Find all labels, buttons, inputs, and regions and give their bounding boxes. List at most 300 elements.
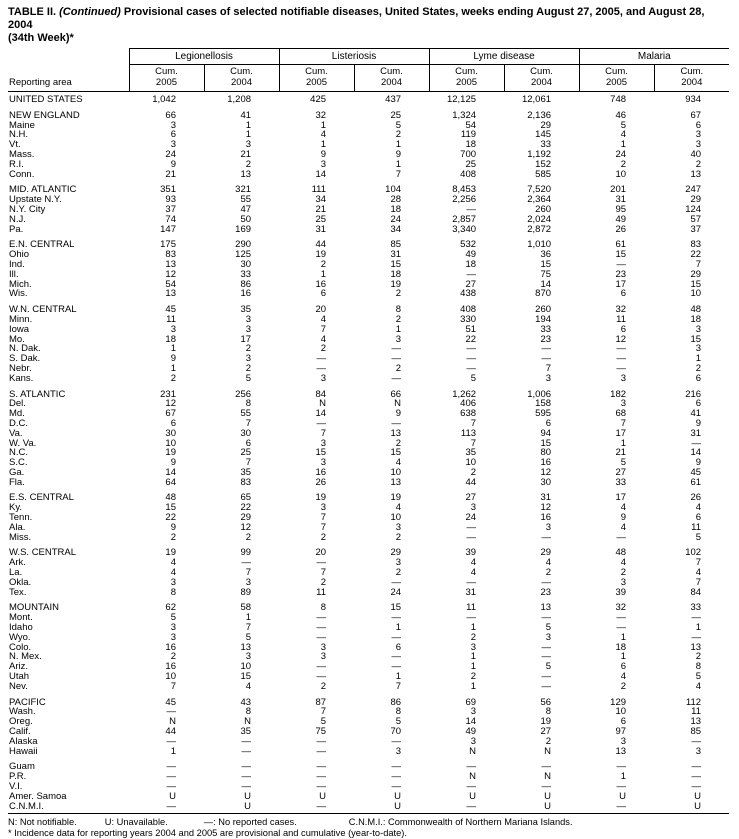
value-cell: 32 bbox=[615, 304, 627, 316]
notifiable-diseases-table bbox=[8, 48, 729, 814]
value-cell: 37 bbox=[165, 203, 176, 215]
value-cell: N bbox=[319, 398, 327, 410]
value-cell: 19 bbox=[165, 547, 176, 559]
value-cell: 3 bbox=[395, 521, 402, 533]
reporting-area-cell: S.C. bbox=[9, 458, 28, 468]
value-cell: — bbox=[316, 735, 327, 747]
reporting-area-cell: Ind. bbox=[9, 259, 25, 270]
reporting-area-cell: Calif. bbox=[9, 727, 31, 737]
reporting-area-cell: Guam bbox=[9, 762, 35, 773]
value-cell: 18 bbox=[465, 258, 477, 270]
value-cell: — bbox=[691, 771, 702, 783]
value-cell: — bbox=[466, 576, 477, 588]
value-cell: — bbox=[391, 631, 402, 643]
value-cell: U bbox=[244, 800, 252, 812]
reporting-area-cell: Ohio bbox=[9, 250, 30, 260]
value-cell: 19 bbox=[315, 249, 327, 261]
value-cell: 32 bbox=[615, 602, 627, 614]
value-cell: 16 bbox=[540, 457, 552, 469]
value-cell: 1 bbox=[620, 139, 627, 151]
value-cell: 14 bbox=[465, 716, 477, 728]
value-cell: — bbox=[316, 353, 327, 365]
value-cell: 169 bbox=[235, 223, 252, 235]
reporting-area-cell: Ga. bbox=[9, 467, 25, 478]
value-cell: 17 bbox=[615, 492, 627, 504]
value-cell: — bbox=[466, 761, 477, 773]
cum-year-header: Cum. 2004 bbox=[354, 65, 429, 92]
value-cell: 67 bbox=[690, 109, 702, 121]
value-cell: 1 bbox=[620, 631, 627, 643]
value-cell: 2 bbox=[170, 372, 176, 384]
value-cell: 89 bbox=[240, 586, 252, 598]
value-cell: 12 bbox=[540, 502, 552, 514]
value-cell: 56 bbox=[540, 696, 552, 708]
value-cell: — bbox=[541, 576, 552, 588]
value-cell: 260 bbox=[535, 304, 552, 316]
value-cell: 8 bbox=[695, 661, 702, 673]
value-cell: 2 bbox=[320, 576, 327, 588]
value-cell: 2 bbox=[545, 567, 552, 579]
value-cell: 6 bbox=[545, 417, 552, 429]
cum-year-header: Cum. 2005 bbox=[129, 65, 204, 92]
value-cell: 4 bbox=[620, 557, 627, 569]
value-cell: 1 bbox=[170, 745, 176, 757]
value-cell: 85 bbox=[390, 239, 402, 251]
value-cell: 7 bbox=[245, 622, 252, 634]
value-cell: 61 bbox=[690, 476, 702, 488]
value-cell: — bbox=[541, 761, 552, 773]
value-cell: 3 bbox=[620, 398, 627, 410]
reporting-area-cell: Wash. bbox=[9, 707, 36, 718]
reporting-area-cell: Iowa bbox=[9, 324, 30, 335]
value-cell: 31 bbox=[690, 427, 702, 439]
value-cell: 1 bbox=[470, 622, 477, 634]
value-cell: 11 bbox=[616, 313, 627, 325]
value-cell: 29 bbox=[690, 194, 702, 206]
value-cell: 23 bbox=[540, 333, 552, 345]
value-cell: U bbox=[394, 790, 402, 802]
value-cell: 7 bbox=[395, 680, 402, 692]
reporting-area-cell: W. Va. bbox=[9, 438, 37, 449]
value-cell: 7 bbox=[245, 457, 252, 469]
value-cell: 93 bbox=[165, 194, 176, 206]
legend-no-reported-cases: —: No reported cases. bbox=[203, 817, 297, 828]
value-cell: — bbox=[616, 353, 627, 365]
value-cell: U bbox=[619, 790, 627, 802]
footnotes bbox=[8, 817, 729, 839]
value-cell: 6 bbox=[170, 129, 176, 141]
value-cell: — bbox=[391, 417, 402, 429]
value-cell: 10 bbox=[165, 437, 176, 449]
value-cell: — bbox=[241, 745, 252, 757]
value-cell: 2 bbox=[320, 258, 327, 270]
value-cell: 6 bbox=[695, 512, 702, 524]
value-cell: 2 bbox=[245, 158, 252, 170]
value-cell: 14 bbox=[690, 447, 702, 459]
value-cell: 58 bbox=[240, 602, 252, 614]
reporting-area-cell: Upstate N.Y. bbox=[9, 195, 62, 205]
value-cell: 9 bbox=[695, 417, 702, 429]
value-cell: 2,364 bbox=[527, 194, 552, 206]
reporting-area-cell: P.R. bbox=[9, 772, 27, 782]
value-cell: 256 bbox=[235, 388, 252, 400]
value-cell: 3 bbox=[170, 323, 176, 335]
value-cell: 330 bbox=[460, 313, 477, 325]
value-cell: — bbox=[241, 781, 252, 792]
value-cell: 1 bbox=[470, 661, 477, 673]
value-cell: 2 bbox=[395, 531, 402, 543]
value-cell: 4 bbox=[545, 557, 552, 569]
value-cell: N bbox=[469, 771, 477, 783]
value-cell: 50 bbox=[240, 213, 252, 225]
value-cell: 11 bbox=[466, 602, 477, 614]
value-cell: 7 bbox=[245, 567, 252, 579]
value-cell: 8 bbox=[395, 304, 402, 316]
value-cell: 2 bbox=[395, 362, 402, 374]
value-cell: 7 bbox=[170, 680, 176, 692]
value-cell: 19 bbox=[315, 492, 327, 504]
value-cell: 3 bbox=[695, 139, 702, 151]
value-cell: 4 bbox=[695, 502, 702, 514]
value-cell: — bbox=[316, 362, 327, 374]
value-cell: 4 bbox=[170, 557, 176, 569]
value-cell: — bbox=[466, 781, 477, 792]
cum-year-header: Cum. 2005 bbox=[429, 65, 504, 92]
value-cell: 21 bbox=[615, 447, 627, 459]
value-cell: 1 bbox=[620, 771, 627, 783]
value-cell: 6 bbox=[395, 641, 402, 653]
value-cell: 26 bbox=[690, 492, 702, 504]
value-cell: — bbox=[466, 531, 477, 543]
value-cell: — bbox=[391, 771, 402, 783]
value-cell: 1 bbox=[170, 362, 176, 374]
cum-year-header: Cum. 2004 bbox=[504, 65, 579, 92]
value-cell: 2 bbox=[395, 129, 402, 141]
value-cell: 2 bbox=[320, 531, 327, 543]
value-cell: 3 bbox=[695, 129, 702, 141]
value-cell: — bbox=[616, 781, 627, 792]
value-cell: 29 bbox=[540, 547, 552, 559]
value-cell: 5 bbox=[245, 372, 252, 384]
value-cell: 34 bbox=[315, 194, 327, 206]
reporting-area-cell: Nebr. bbox=[9, 363, 32, 374]
value-cell: 16 bbox=[165, 641, 176, 653]
value-cell: 12,125 bbox=[446, 94, 477, 105]
value-cell: 7 bbox=[470, 417, 477, 429]
value-cell: 12 bbox=[615, 333, 627, 345]
reporting-area-cell: Conn. bbox=[9, 169, 35, 180]
value-cell: 145 bbox=[535, 129, 552, 141]
value-cell: 3 bbox=[395, 333, 402, 345]
value-cell: — bbox=[166, 800, 176, 812]
value-cell: 3 bbox=[545, 372, 552, 384]
value-cell: — bbox=[466, 612, 477, 624]
value-cell: 1,010 bbox=[527, 239, 552, 251]
value-cell: 12,061 bbox=[521, 94, 552, 105]
value-cell: 14 bbox=[540, 278, 552, 290]
value-cell: 84 bbox=[315, 388, 327, 400]
value-cell: 19 bbox=[390, 492, 402, 504]
value-cell: 3 bbox=[470, 706, 477, 718]
value-cell: 2 bbox=[545, 735, 552, 747]
value-cell: — bbox=[541, 651, 552, 663]
value-cell: 1,192 bbox=[527, 148, 552, 160]
cum-year-header: Cum. 2005 bbox=[279, 65, 354, 92]
value-cell: 26 bbox=[615, 223, 627, 235]
value-cell: 17 bbox=[615, 427, 627, 439]
value-cell: 10 bbox=[465, 457, 477, 469]
value-cell: 21 bbox=[240, 148, 252, 160]
reporting-area-cell: Tenn. bbox=[9, 513, 33, 523]
value-cell: 33 bbox=[540, 323, 552, 335]
value-cell: — bbox=[316, 661, 327, 673]
value-cell: 54 bbox=[465, 119, 477, 131]
value-cell: 3 bbox=[395, 745, 402, 757]
value-cell: 3 bbox=[245, 313, 252, 325]
value-cell: 27 bbox=[465, 492, 477, 504]
value-cell: 3 bbox=[320, 457, 327, 469]
value-cell: U bbox=[694, 800, 702, 812]
value-cell: — bbox=[166, 706, 176, 718]
value-cell: 22 bbox=[165, 512, 176, 524]
value-cell: 29 bbox=[240, 512, 252, 524]
value-cell: 40 bbox=[690, 148, 702, 160]
value-cell: — bbox=[466, 203, 477, 215]
reporting-area-cell: Nev. bbox=[9, 681, 28, 692]
value-cell: 70 bbox=[390, 726, 402, 738]
value-cell: — bbox=[466, 343, 477, 355]
value-cell: 25 bbox=[390, 109, 402, 121]
table-row bbox=[8, 374, 729, 384]
value-cell: 2 bbox=[470, 671, 477, 683]
value-cell: N bbox=[244, 716, 252, 728]
value-cell: 24 bbox=[390, 213, 402, 225]
value-cell: 1 bbox=[320, 119, 327, 131]
value-cell: 125 bbox=[235, 249, 252, 261]
value-cell: — bbox=[166, 781, 176, 792]
reporting-area-cell: D.C. bbox=[9, 418, 28, 429]
value-cell: — bbox=[241, 735, 252, 747]
reporting-area-cell: Utah bbox=[9, 672, 30, 682]
value-cell: 3 bbox=[395, 557, 402, 569]
value-cell: 4 bbox=[620, 502, 627, 514]
value-cell: 75 bbox=[315, 726, 327, 738]
table-row bbox=[8, 478, 729, 488]
value-cell: 13 bbox=[165, 258, 176, 270]
value-cell: 41 bbox=[690, 408, 702, 420]
value-cell: 15 bbox=[390, 258, 402, 270]
value-cell: 11 bbox=[691, 521, 702, 533]
value-cell: 2 bbox=[245, 531, 252, 543]
value-cell: 3 bbox=[320, 437, 327, 449]
value-cell: 33 bbox=[540, 139, 552, 151]
value-cell: 15 bbox=[690, 333, 702, 345]
value-cell: 247 bbox=[685, 184, 702, 196]
value-cell: 9 bbox=[170, 457, 176, 469]
reporting-area-header: Reporting area bbox=[8, 49, 129, 92]
value-cell: 48 bbox=[690, 304, 702, 316]
value-cell: — bbox=[316, 557, 327, 569]
value-cell: 2 bbox=[245, 343, 252, 355]
value-cell: 10 bbox=[690, 288, 702, 300]
reporting-area-cell: N.J. bbox=[9, 214, 26, 225]
value-cell: — bbox=[541, 680, 552, 692]
value-cell: 16 bbox=[540, 512, 552, 524]
value-cell: 19 bbox=[165, 447, 176, 459]
value-cell: 4 bbox=[470, 557, 477, 569]
value-cell: 119 bbox=[460, 129, 477, 141]
value-cell: 7 bbox=[320, 427, 327, 439]
value-cell: 26 bbox=[315, 476, 327, 488]
value-cell: 5 bbox=[545, 661, 552, 673]
value-cell: 34 bbox=[390, 223, 402, 235]
value-cell: — bbox=[391, 661, 402, 673]
value-cell: — bbox=[466, 362, 477, 374]
value-cell: 158 bbox=[535, 398, 552, 410]
value-cell: 201 bbox=[610, 184, 627, 196]
value-cell: — bbox=[616, 800, 627, 812]
value-cell: 1,042 bbox=[152, 94, 176, 105]
value-cell: 7 bbox=[245, 417, 252, 429]
value-cell: 3 bbox=[545, 521, 552, 533]
value-cell: 438 bbox=[460, 288, 477, 300]
value-cell: — bbox=[616, 622, 627, 634]
value-cell: 68 bbox=[615, 408, 627, 420]
value-cell: 86 bbox=[240, 278, 252, 290]
value-cell: 27 bbox=[465, 278, 477, 290]
value-cell: 6 bbox=[620, 716, 627, 728]
value-cell: 748 bbox=[610, 94, 627, 105]
value-cell: 46 bbox=[615, 109, 627, 121]
value-cell: 15 bbox=[540, 437, 552, 449]
value-cell: 3 bbox=[695, 745, 702, 757]
value-cell: 182 bbox=[610, 388, 627, 400]
reporting-area-cell: Colo. bbox=[9, 642, 32, 653]
reporting-area-cell: NEW ENGLAND bbox=[9, 110, 80, 121]
reporting-area-cell: MOUNTAIN bbox=[9, 603, 59, 614]
reporting-area-cell: N.Y. City bbox=[9, 204, 46, 215]
reporting-area-cell: E.S. CENTRAL bbox=[9, 493, 74, 504]
value-cell: — bbox=[466, 800, 477, 812]
value-cell: 30 bbox=[165, 427, 176, 439]
value-cell: 5 bbox=[695, 671, 702, 683]
legend-not-notifiable: N: Not notifiable. bbox=[8, 817, 77, 828]
value-cell: 13 bbox=[240, 168, 252, 180]
reporting-area-cell: Mo. bbox=[9, 334, 25, 345]
reporting-area-cell: Okla. bbox=[9, 577, 32, 588]
value-cell: 7 bbox=[695, 576, 702, 588]
value-cell: 5 bbox=[395, 716, 402, 728]
reporting-area-cell: Va. bbox=[9, 428, 23, 439]
value-cell: 4 bbox=[470, 567, 477, 579]
value-cell: 33 bbox=[615, 476, 627, 488]
value-cell: 7 bbox=[470, 437, 477, 449]
value-cell: 1 bbox=[395, 622, 402, 634]
table-row bbox=[8, 588, 729, 598]
value-cell: 3 bbox=[245, 139, 252, 151]
value-cell: 44 bbox=[465, 476, 477, 488]
value-cell: — bbox=[391, 343, 402, 355]
value-cell: 9 bbox=[170, 353, 176, 365]
value-cell: 43 bbox=[240, 696, 252, 708]
disease-group-header: Legionellosis bbox=[129, 49, 279, 65]
value-cell: 112 bbox=[685, 696, 702, 708]
value-cell: 5 bbox=[320, 716, 327, 728]
value-cell: — bbox=[316, 781, 327, 792]
value-cell: 12 bbox=[165, 268, 176, 280]
value-cell: 9 bbox=[395, 148, 402, 160]
value-cell: 3 bbox=[170, 631, 176, 643]
table-body bbox=[8, 92, 729, 814]
value-cell: 104 bbox=[385, 184, 402, 196]
value-cell: 2 bbox=[320, 680, 327, 692]
value-cell: 49 bbox=[465, 249, 477, 261]
value-cell: 1 bbox=[470, 680, 477, 692]
value-cell: — bbox=[166, 761, 176, 773]
value-cell: — bbox=[541, 343, 552, 355]
value-cell: 94 bbox=[540, 427, 552, 439]
value-cell: — bbox=[391, 781, 402, 792]
value-cell: 2 bbox=[170, 531, 176, 543]
value-cell: 5 bbox=[245, 631, 252, 643]
value-cell: 8 bbox=[245, 398, 252, 410]
value-cell: — bbox=[541, 781, 552, 792]
value-cell: 1,324 bbox=[452, 109, 477, 121]
value-cell: 2 bbox=[620, 567, 627, 579]
value-cell: U bbox=[319, 790, 327, 802]
value-cell: 9 bbox=[620, 512, 627, 524]
value-cell: 25 bbox=[465, 158, 477, 170]
value-cell: 13 bbox=[165, 288, 176, 300]
reporting-area-cell: R.I. bbox=[9, 159, 24, 170]
value-cell: 700 bbox=[460, 148, 477, 160]
reporting-area-cell: Miss. bbox=[9, 532, 32, 543]
value-cell: 152 bbox=[535, 158, 552, 170]
value-cell: 28 bbox=[390, 194, 402, 206]
value-cell: 2 bbox=[695, 651, 702, 663]
value-cell: 7 bbox=[395, 168, 402, 180]
value-cell: 15 bbox=[615, 249, 627, 261]
value-cell: 2 bbox=[470, 631, 477, 643]
value-cell: 14 bbox=[165, 466, 176, 478]
reporting-area-cell: Tex. bbox=[9, 587, 27, 598]
value-cell: — bbox=[691, 437, 702, 449]
value-cell: 22 bbox=[465, 333, 477, 345]
value-cell: 7 bbox=[320, 512, 327, 524]
value-cell: — bbox=[691, 631, 702, 643]
value-cell: — bbox=[316, 622, 327, 634]
value-cell: 406 bbox=[460, 398, 477, 410]
reporting-area-cell: Idaho bbox=[9, 623, 33, 633]
value-cell: 25 bbox=[315, 213, 327, 225]
value-cell: — bbox=[616, 258, 627, 270]
value-cell: N bbox=[394, 398, 402, 410]
value-cell: 1 bbox=[695, 622, 702, 634]
value-cell: — bbox=[691, 761, 702, 773]
value-cell: 2 bbox=[395, 437, 402, 449]
value-cell: 595 bbox=[535, 408, 552, 420]
table-row bbox=[8, 289, 729, 299]
value-cell: 20 bbox=[315, 304, 327, 316]
value-cell: 75 bbox=[540, 268, 552, 280]
reporting-area-cell: La. bbox=[9, 568, 23, 578]
value-cell: — bbox=[691, 612, 702, 624]
value-cell: 97 bbox=[615, 726, 627, 738]
value-cell: 6 bbox=[620, 661, 627, 673]
value-cell: N bbox=[169, 716, 176, 728]
value-cell: 113 bbox=[460, 427, 477, 439]
table-row bbox=[8, 747, 729, 757]
